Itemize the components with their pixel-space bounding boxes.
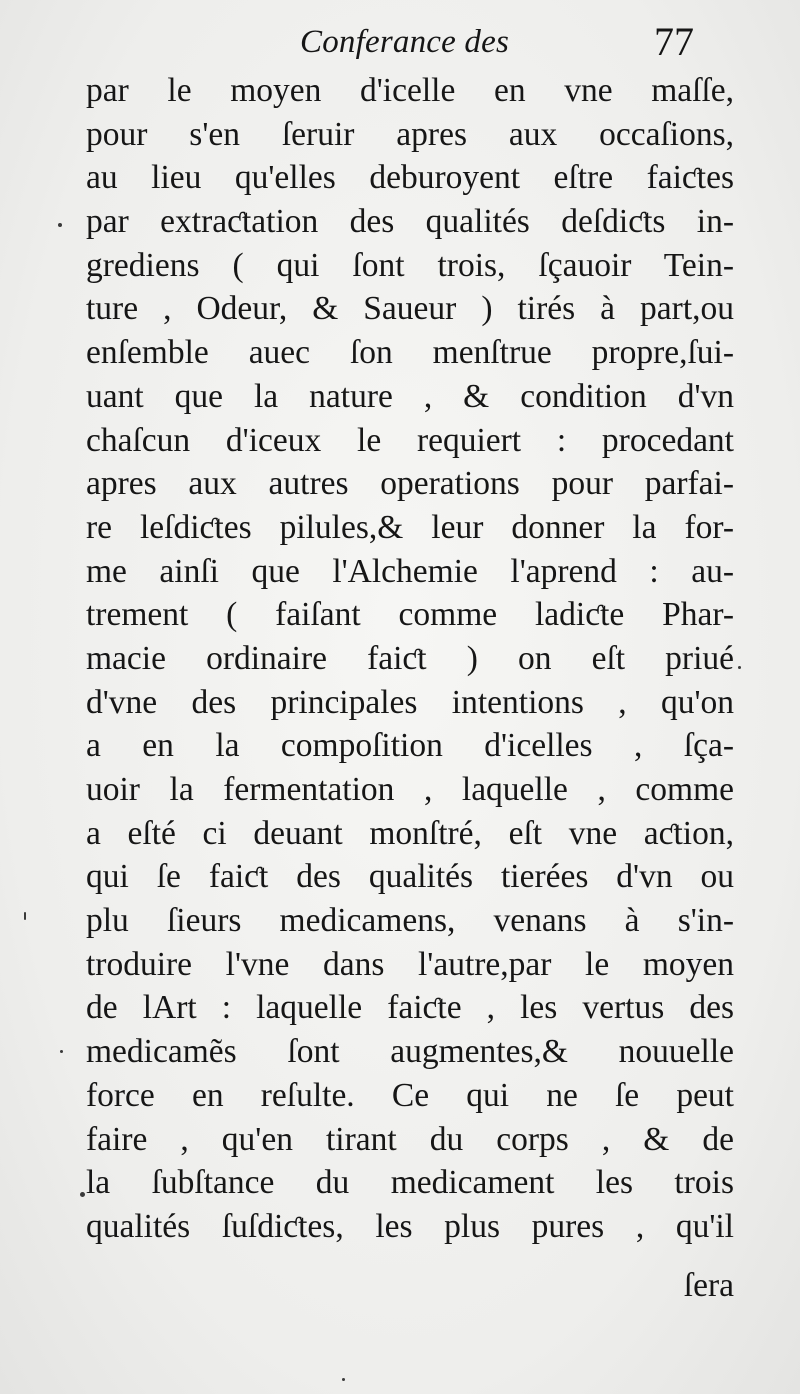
body-text [86, 69, 734, 1249]
text-line: me ainſi que l'Alchemie l'aprend : au- [86, 552, 734, 590]
ink-speck [58, 223, 62, 227]
text-line: grediens ( qui ſont trois, ſçauoir Tein- [86, 246, 734, 284]
text-line: troduire l'vne dans l'autre,par le moyen [86, 945, 734, 983]
ink-speck [60, 1050, 63, 1053]
running-title: Conferance des [300, 24, 510, 60]
text-line: trement ( faiſant comme ladiƈte Phar- [86, 596, 734, 634]
text-line: medicamẽs ſont augmentes,& nouuelle [86, 1033, 734, 1071]
ink-speck [738, 666, 741, 669]
text-line: par le moyen d'icelle en vne maſſe, [86, 72, 734, 109]
text-line: de lArt : laquelle faiƈte , les vertus des [86, 989, 734, 1027]
text-line: d'vne des principales intentions , qu'on [86, 683, 734, 721]
text-line: ture , Odeur, & Saueur ) tirés à part,ou [86, 290, 734, 328]
text-line: enſemble auec ſon menſtrue propre,ſui- [86, 334, 734, 372]
text-line: faire , qu'en tirant du corps , & de [86, 1120, 734, 1158]
text-line: la ſubſtance du medicament les trois [86, 1164, 734, 1202]
ink-speck [24, 912, 26, 920]
text-line: re leſdiƈtes pilules,& leur donner la for- [86, 508, 734, 546]
text-line: uoir la fermentation , laquelle , comme [86, 771, 734, 808]
page-header [0, 18, 800, 70]
text-line: a en la compoſition d'icelles , ſça- [86, 727, 734, 765]
ink-speck [342, 1378, 345, 1381]
catchword: ſera [683, 1267, 734, 1304]
text-line: plu ſieurs medicamens, venans à s'in- [86, 902, 734, 940]
text-line: apres aux autres operations pour parfai- [86, 465, 734, 503]
text-line: par extraƈtation des qualités deſdiƈts in- [86, 203, 734, 241]
catchword-row [86, 1264, 734, 1308]
text-line: uant que la nature , & condition d'vn [86, 377, 734, 415]
text-line: pour s'en ſeruir apres aux occaſions, [86, 115, 734, 153]
text-line: macie ordinaire faiƈt ) on eſt priué [86, 639, 734, 677]
text-line: qui ſe faiƈt des qualités tierées d'vn ou [86, 858, 734, 896]
ink-speck [80, 1192, 85, 1197]
text-line: chaſcun d'iceux le requiert : procedant [86, 421, 734, 459]
text-line: au lieu qu'elles deburoyent eſtre faiƈtes [86, 159, 734, 197]
text-line: force en reſulte. Ce qui ne ſe peut [86, 1076, 734, 1114]
text-line: a eſté ci deuant monſtré, eſt vne aƈtion, [86, 814, 734, 852]
text-line: qualités ſuſdiƈtes, les plus pures , qu'il [86, 1207, 734, 1245]
page-number: 77 [654, 19, 694, 64]
